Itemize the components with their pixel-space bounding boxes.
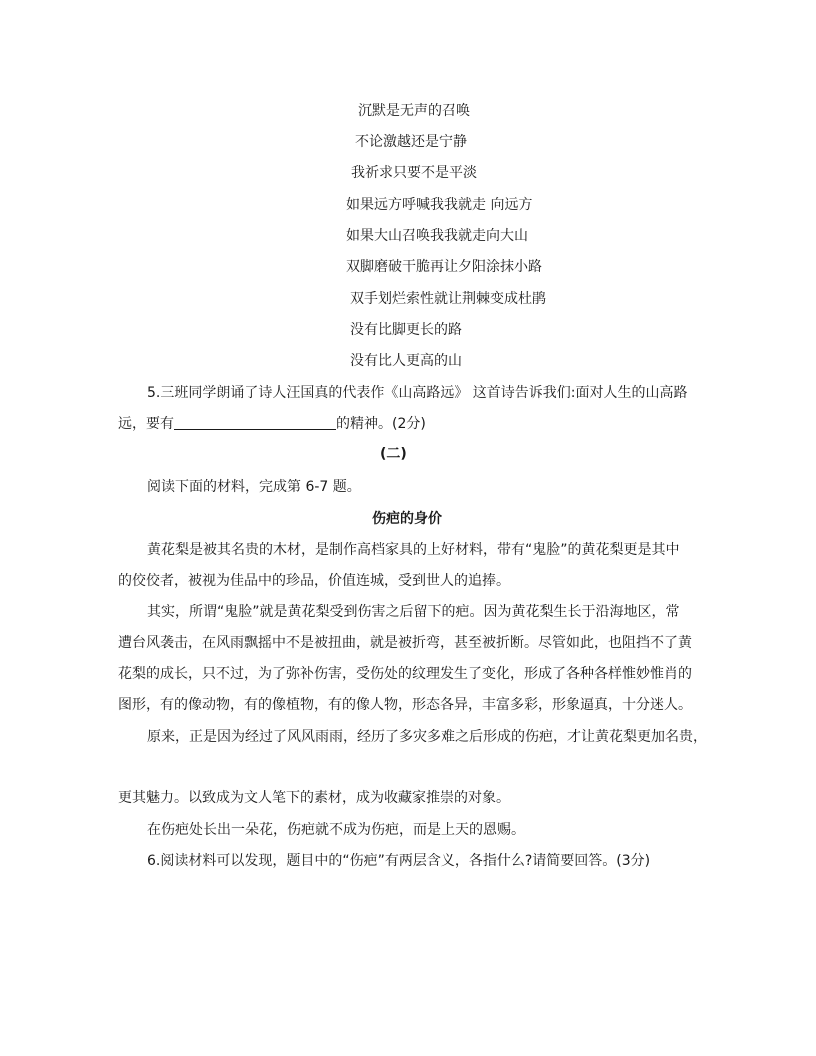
- article-line: 在伤疤处长出一朵花，伤疤就不成为伤疤，而是上天的恩赐。: [147, 822, 525, 838]
- article-title: 伤疤的身价: [372, 511, 442, 527]
- poem-line: 双手划烂索性就让荆棘变成杜鹃: [350, 291, 546, 307]
- article-line: 花梨的成长，只不过，为了弥补伤害，受伤处的纹理发生了变化，形成了各种各样惟妙惟肖的: [118, 666, 692, 682]
- article-line: 其实，所谓“鬼脸”就是黄花梨受到伤害之后留下的疤。因为黄花梨生长于沿海地区，常: [147, 604, 680, 620]
- article-line: 的佼佼者，被视为佳品中的珍品，价值连城，受到世人的追捧。: [118, 573, 510, 589]
- section-instruction: 阅读下面的材料，完成第 6-7 题。: [147, 479, 361, 495]
- answer-blank[interactable]: [174, 415, 336, 430]
- article-line: 遭台风袭击，在风雨飘摇中不是被扭曲，就是被折弯，甚至被折断。尽管如此，也阻挡不了黄: [118, 635, 692, 651]
- article-line: 黄花梨是被其名贵的木材，是制作高档家具的上好材料，带有“鬼脸”的黄花梨更是其中: [147, 542, 680, 558]
- poem-line: 我祈求只要不是平淡: [351, 165, 477, 181]
- poem-line: 双脚磨破干脆再让夕阳涂抹小路: [346, 259, 542, 275]
- section-heading: (二): [380, 446, 407, 462]
- poem-line: 如果远方呼喊我我就走 向远方: [346, 197, 533, 213]
- poem-line: 沉默是无声的召唤: [358, 103, 470, 119]
- poem-line: 如果大山召唤我我就走向大山: [346, 228, 528, 244]
- poem-line: 不论激越还是宁静: [355, 134, 467, 150]
- poem-line: 没有比人更高的山: [350, 353, 462, 369]
- question-5-line-2: [118, 414, 426, 434]
- article-line: 图形，有的像动物，有的像植物，有的像人物，形态各异，丰富多彩，形象逼真，十分迷人。: [118, 697, 692, 713]
- question-6: 6.阅读材料可以发现，题目中的“伤疤”有两层含义，各指什么?请简要回答。(3分): [147, 853, 651, 869]
- question-5-suffix: 的精神。(2分): [336, 416, 426, 432]
- article-line: 更其魅力。以致成为文人笔下的素材，成为收藏家推崇的对象。: [118, 790, 510, 806]
- poem-line: 没有比脚更长的路: [350, 322, 462, 338]
- question-5-prefix: 远，要有: [118, 416, 174, 432]
- question-5-line-1: 5.三班同学朗诵了诗人汪国真的代表作《山高路远》 这首诗告诉我们:面对人生的山高路: [147, 385, 688, 401]
- article-line: 原来，正是因为经过了风风雨雨，经历了多灾多难之后形成的伤疤，才让黄花梨更加名贵，: [147, 729, 707, 745]
